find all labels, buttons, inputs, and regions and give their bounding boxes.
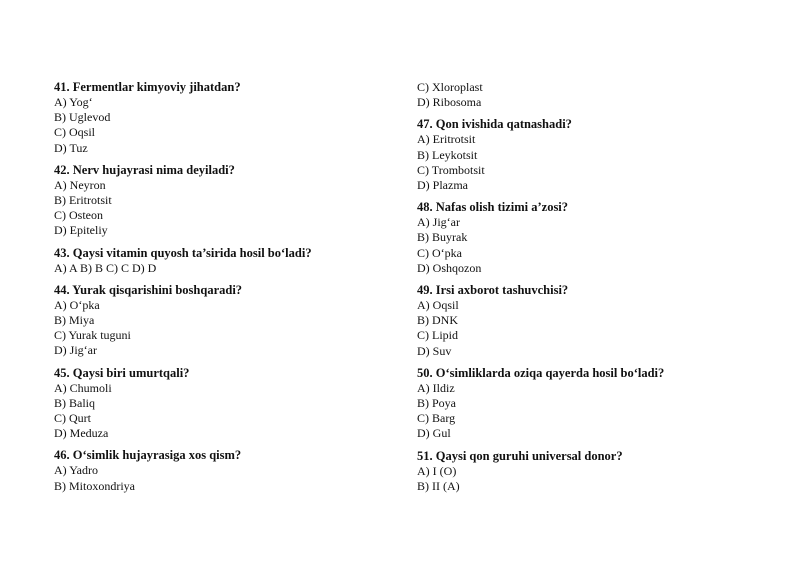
option-d: D) Meduza: [54, 426, 109, 441]
left-column: [54, 80, 394, 501]
option-c: C) Xloroplast: [417, 80, 483, 94]
question-48: [417, 200, 757, 276]
question-title: 49. Irsi axborot tashuvchisi?: [417, 283, 569, 298]
question-49: [417, 283, 757, 359]
question-title: 50. O‘simliklarda oziqa qayerda hosil bo‘ladi?: [417, 365, 665, 380]
option-a: A) Eritrotsit: [417, 132, 476, 147]
question-43: [54, 246, 394, 276]
option-a: A) Chumoli: [54, 380, 112, 395]
question-title: 42. Nerv hujayrasi nima deyiladi?: [54, 162, 235, 177]
option-c: C) Osteon: [54, 208, 103, 223]
question-41: [54, 80, 394, 156]
option-c: C) Oqsil: [54, 125, 96, 140]
option-b: B) DNK: [417, 313, 458, 328]
option-d: D) Plazma: [417, 178, 468, 193]
option-a: A) O‘pka: [54, 297, 100, 312]
question-45: [54, 366, 394, 442]
option-c: C) Yurak tuguni: [54, 328, 131, 343]
question-title: 46. O‘simlik hujayrasiga xos qism?: [54, 448, 242, 463]
option-b: B) Poya: [417, 396, 456, 411]
option-b: B) Eritrotsit: [54, 193, 112, 208]
option-b: B) Baliq: [54, 395, 95, 410]
option-c: C) Trombotsit: [417, 162, 485, 177]
option-a: A) Jig‘ar: [417, 215, 460, 230]
question-47: [417, 117, 757, 193]
option-d: D) Gul: [417, 426, 451, 441]
option-d: D) Ribosoma: [417, 95, 482, 110]
option-b: B) Uglevod: [54, 110, 111, 125]
question-title: 48. Nafas olish tizimi a’zosi?: [417, 200, 569, 215]
question-title: 43. Qaysi vitamin quyosh ta’sirida hosil bo‘ladi?: [54, 245, 312, 260]
option-a: A) I (O): [417, 463, 457, 478]
question-46-continuation: [417, 80, 757, 110]
question-title: 45. Qaysi biri umurtqali?: [54, 365, 190, 380]
question-50: [417, 366, 757, 442]
question-46: [54, 448, 394, 493]
question-42: [54, 163, 394, 239]
option-a: A) Neyron: [54, 177, 106, 192]
option-a: A) Oqsil: [417, 298, 459, 313]
question-44: [54, 283, 394, 359]
option-d: D) Epiteliy: [54, 223, 108, 238]
question-51: [417, 449, 757, 494]
option-d: D) Suv: [417, 343, 452, 358]
question-title: 51. Qaysi qon guruhi universal donor?: [417, 448, 623, 463]
right-column: [417, 80, 757, 501]
option-c: C) Qurt: [54, 411, 91, 426]
option-b: B) Mitoxondriya: [54, 478, 135, 493]
question-title: 44. Yurak qisqarishini boshqaradi?: [54, 282, 243, 297]
option-b: B) Buyrak: [417, 230, 468, 245]
option-a: A) Yadro: [54, 463, 99, 478]
option-d: D) Oshqozon: [417, 260, 482, 275]
option-b: B) Leykotsit: [417, 147, 478, 162]
option-d: D) Jig‘ar: [54, 343, 97, 358]
question-title: 41. Fermentlar kimyoviy jihatdan?: [54, 80, 241, 94]
option-b: B) II (A): [417, 478, 460, 493]
option-c: C) Lipid: [417, 328, 458, 343]
option-b: B) Miya: [54, 313, 95, 328]
option-c: C) O‘pka: [417, 245, 462, 260]
option-a: A) Ildiz: [417, 380, 455, 395]
option-line: A) A B) B C) C D) D: [54, 260, 157, 275]
question-title: 47. Qon ivishida qatnashadi?: [417, 117, 572, 132]
option-a: A) Yog‘: [54, 95, 93, 109]
option-d: D) Tuz: [54, 140, 88, 155]
option-c: C) Barg: [417, 411, 456, 426]
